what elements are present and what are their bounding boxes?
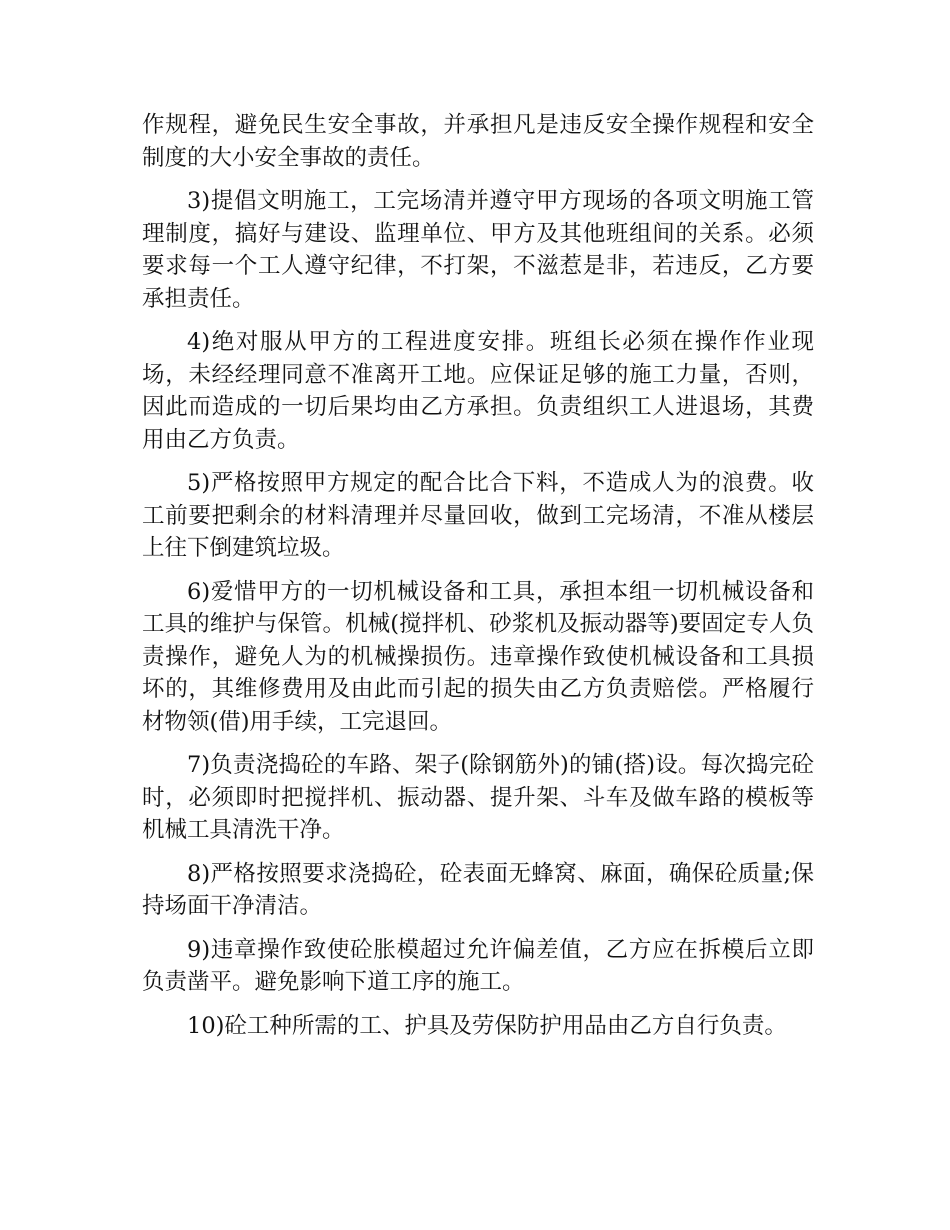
paragraph-clause-3: 3)提倡文明施工，工完场清并遵守甲方现场的各项文明施工管理制度，搞好与建设、监理单位、甲方及其他班组间的关系。必须要求每一个工人遵守纪律，不打架，不滋惹是非，若违反，乙方要承担责任。 — [142, 188, 814, 312]
paragraph-clause-7: 7)负责浇捣砼的车路、架子(除钢筋外)的铺(搭)设。每次捣完砼时，必须即时把搅拌机、振动器、提升架、斗车及做车路的模板等机械工具清洗干净。 — [142, 752, 814, 843]
paragraph-clause-6: 6)爱惜甲方的一切机械设备和工具，承担本组一切机械设备和工具的维护与保管。机械(搅拌机、砂浆机及振动器等)要固定专人负责操作，避免人为的机械操损伤。违章操作致使机械设备和工具损坏的，其维修费用及由此而引起的损失由乙方负责赔偿。严格履行材物领(借)用手续，工完退回。 — [142, 578, 814, 735]
paragraph-continued: 作规程，避免民生安全事故，并承担凡是违反安全操作规程和安全制度的大小安全事故的责任。 — [142, 112, 814, 171]
paragraph-clause-10: 10)砼工种所需的工、护具及劳保防护用品由乙方自行负责。 — [187, 1012, 787, 1039]
paragraph-clause-4: 4)绝对服从甲方的工程进度安排。班组长必须在操作作业现场，未经经理同意不准离开工地。应保证足够的施工力量，否则，因此而造成的一切后果均由乙方承担。负责组织工人进退场，其费用由乙方负责。 — [142, 329, 814, 453]
paragraph-clause-5: 5)严格按照甲方规定的配合比合下料，不造成人为的浪费。收工前要把剩余的材料清理并尽量回收，做到工完场清，不准从楼层上往下倒建筑垃圾。 — [142, 470, 814, 561]
paragraph-clause-8: 8)严格按照要求浇捣砼，砼表面无蜂窝、麻面，确保砼质量;保持场面干净清洁。 — [142, 860, 814, 919]
document-body — [142, 109, 814, 1053]
paragraph-clause-9: 9)违章操作致使砼胀模超过允许偏差值，乙方应在拆模后立即负责凿平。避免影响下道工序的施工。 — [142, 936, 814, 995]
